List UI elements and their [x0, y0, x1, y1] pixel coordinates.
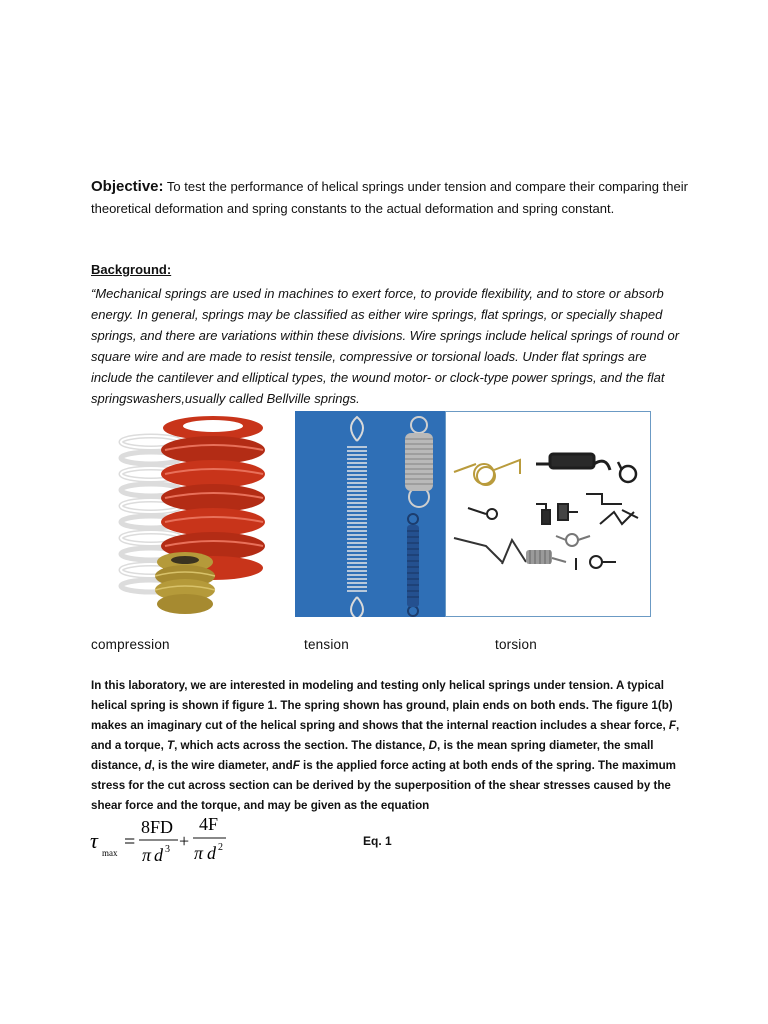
- eq-den2-d: d: [207, 843, 216, 863]
- eq-max-subscript: max: [102, 848, 118, 858]
- background-quote: “Mechanical springs are used in machines to exert force, to provide flexibility, and to store or absorb energy. In general, springs may be classified as either wire springs, flat springs, or specially shaped springs, and there are variations within these divisions. Wire springs include helical springs of round or square wire and are made to resist tensile, compressive or torsional loads. Under flat springs are include the cantilever and elliptical types, the wound motor- or clock-type power springs, and the flat springswashers,usually called Bellville springs.: [91, 286, 680, 406]
- compression-springs-photo: [113, 410, 273, 620]
- objective-label: Objective:: [91, 178, 164, 195]
- variable-F: F: [668, 719, 677, 732]
- eq-numerator-1: 8FD: [141, 817, 174, 837]
- variable-d: d: [144, 759, 152, 772]
- eq-tau: τ: [90, 828, 98, 853]
- lab-text-part: , is the mean spring diameter, the small distance,: [91, 739, 654, 772]
- eq-plus: +: [179, 831, 190, 851]
- lab-text-part: In this laboratory, we are interested in modeling and testing only helical springs under tension. A typical helical spring is shown if figure 1. The spring shown has ground, plain ends on both ends. The figure 1(b) makes an imaginary cut of the helical spring and shows that the internal reaction includes a shear force,: [91, 679, 673, 732]
- background-heading: Background:: [91, 262, 172, 277]
- objective-text: To test the performance of helical springs under tension and compare their comparing their theoretical deformation and spring constants to the actual deformation and spring constant.: [91, 179, 688, 216]
- eq-equals: =: [124, 831, 136, 853]
- eq-den2-pi: π: [194, 843, 204, 863]
- lab-text-part: , is the wire diameter, and: [151, 759, 293, 772]
- caption-tension: tension: [304, 637, 349, 652]
- laboratory-paragraph: [91, 676, 689, 816]
- lab-text-part: , and a torque,: [91, 719, 680, 752]
- variable-T: T: [167, 739, 175, 752]
- equation-label: Eq. 1: [363, 834, 392, 848]
- torsion-springs-photo: [445, 411, 651, 617]
- caption-torsion: torsion: [495, 637, 537, 652]
- eq-den1-pi: π: [142, 845, 152, 865]
- variable-F: F: [292, 759, 300, 772]
- eq-numerator-2: 4F: [199, 814, 219, 834]
- lab-text-part: is the applied force acting at both ends of the spring. The maximum stress for the cut across section can be derived by the superposition of the shear stresses caused by the shear force and the torque, and may be given as the equation: [91, 759, 676, 812]
- tension-springs-photo: [295, 411, 445, 617]
- lab-text-part: , which acts across the section. The distance,: [174, 739, 429, 752]
- caption-compression: compression: [91, 637, 170, 652]
- variable-D: D: [428, 739, 437, 752]
- eq-den2-exp: 2: [218, 842, 223, 853]
- eq-den1-exp: 3: [165, 844, 170, 855]
- objective-paragraph: [91, 176, 691, 220]
- max-shear-stress-equation: [86, 812, 246, 872]
- eq-den1-d: d: [154, 845, 163, 865]
